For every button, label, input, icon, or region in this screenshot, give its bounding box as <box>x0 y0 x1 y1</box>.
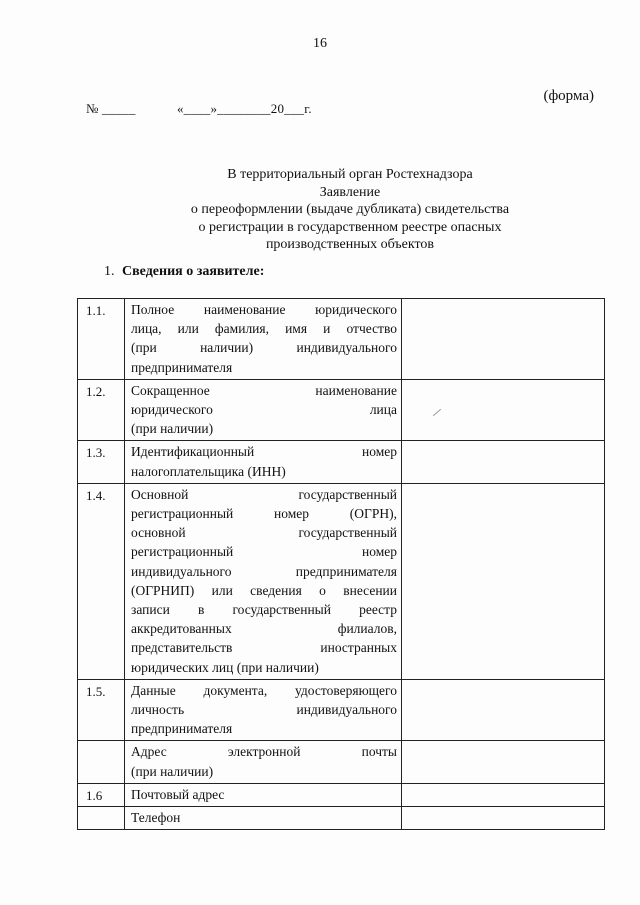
field-label-line: Данные документа, удостоверяющего <box>131 682 397 698</box>
row-number-cell <box>78 741 125 783</box>
field-label-line: индивидуального предпринимателя <box>131 563 397 579</box>
row-number-cell: 1.6 <box>78 783 125 806</box>
field-label-line: Телефон <box>131 810 181 826</box>
field-label-cell <box>125 783 402 806</box>
table-row <box>78 441 605 483</box>
table-row <box>78 741 605 783</box>
field-label-line: Основной государственный <box>131 486 397 502</box>
form-label: (форма) <box>543 88 594 104</box>
field-label-line: Полное наименование юридического <box>131 302 397 317</box>
field-value-cell[interactable] <box>402 483 605 679</box>
field-value-cell[interactable] <box>402 807 605 830</box>
document-heading <box>120 166 580 254</box>
field-label-line: Адрес электронной почты <box>131 744 397 760</box>
section-title <box>104 264 264 280</box>
row-number-cell: 1.4. <box>78 483 125 679</box>
table-row <box>78 299 605 380</box>
field-value-cell[interactable] <box>402 679 605 741</box>
heading-addressee: В территориальный орган Ростехнадзора <box>227 167 473 182</box>
field-label-cell <box>125 483 402 679</box>
field-label-line: (при наличии) <box>131 763 214 779</box>
table-row <box>78 783 605 806</box>
field-label-line: аккредитованных филиалов, <box>131 621 397 637</box>
page-number: 16 <box>313 36 327 51</box>
field-label-line: (при наличии) индивидуального <box>131 340 397 356</box>
heading-line: производственных объектов <box>265 237 435 253</box>
field-label-cell <box>125 299 402 380</box>
heading-line: о регистрации в государственном реестре опасных <box>198 219 502 235</box>
table-row <box>78 483 605 679</box>
row-number-cell: 1.1. <box>78 299 125 380</box>
field-label-line: основной государственный <box>131 525 397 541</box>
field-label-line: Сокращенное наименование <box>131 382 397 398</box>
field-label-line: представительств иностранных <box>131 640 397 656</box>
row-number-cell <box>78 807 125 830</box>
field-label-line: юридических лиц (при наличии) <box>131 659 319 675</box>
field-label-line: юридического лица <box>131 402 397 418</box>
applicant-info-table <box>77 298 605 830</box>
document-number-date-line: № _____ «____»________20___г. <box>86 101 312 116</box>
field-value-cell[interactable] <box>402 299 605 380</box>
field-label-line: лица, или фамилия, имя и отчество <box>131 321 397 337</box>
field-value-cell[interactable] <box>402 783 605 806</box>
field-label-line: личность индивидуального <box>131 702 397 718</box>
field-label-cell <box>125 741 402 783</box>
field-label-cell <box>125 679 402 741</box>
field-label-line: предпринимателя <box>131 359 233 375</box>
field-label-line: Идентификационный номер <box>131 444 397 460</box>
field-label-line: (при наличии) <box>131 421 214 437</box>
field-value-cell[interactable] <box>402 379 605 441</box>
table-row <box>78 807 605 830</box>
field-label-cell <box>125 379 402 441</box>
row-number-cell: 1.3. <box>78 441 125 483</box>
field-value-cell[interactable] <box>402 441 605 483</box>
field-label-cell <box>125 807 402 830</box>
row-number-cell: 1.5. <box>78 679 125 741</box>
field-label-line: предпринимателя <box>131 721 233 737</box>
field-label-line: регистрационный номер <box>131 544 397 560</box>
section-number: 1. <box>104 264 115 279</box>
heading-title: Заявление <box>319 184 381 200</box>
table-row <box>78 679 605 741</box>
field-value-cell[interactable] <box>402 741 605 783</box>
heading-line: о переоформлении (выдаче дубликата) свидетельства <box>190 202 510 218</box>
row-number-cell: 1.2. <box>78 379 125 441</box>
field-label-line: регистрационный номер (ОГРН), <box>131 506 397 522</box>
table-row <box>78 379 605 441</box>
field-label-line: записи в государственный реестр <box>131 602 397 618</box>
section-name: Сведения о заявителе: <box>122 264 265 279</box>
field-label-line: налогоплательщика (ИНН) <box>131 463 286 479</box>
field-label-line: (ОГРНИП) или сведения о внесении <box>131 582 397 598</box>
field-label-line: Почтовый адрес <box>131 786 225 802</box>
field-label-cell <box>125 441 402 483</box>
